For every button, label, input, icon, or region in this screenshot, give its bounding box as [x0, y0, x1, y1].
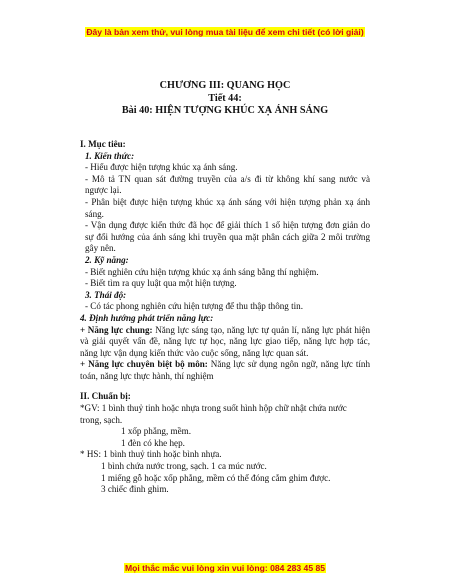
general-competence-text: Năng lực sáng tạo, năng lực tự quản lí, năng lực phát hiện và giải quyết vấn đề, năng lực tự học, năng lực giao tiếp, năng lực hợp tác, năng lực vận dụng kiến thức vào cuộc sống, năng lực quan sát. — [80, 324, 371, 358]
teacher-item: 1 xốp phẳng, mềm. — [121, 426, 191, 437]
knowledge-item: - Phân biệt được hiện tượng khúc xạ ánh sáng với hiện tượng phản xạ ánh sáng. — [85, 196, 370, 219]
specific-competence — [80, 359, 370, 382]
knowledge-item: - Hiểu được hiện tượng khúc xạ ánh sáng. — [85, 162, 238, 173]
attitude-item: - Có tác phong nghiên cứu hiện tượng để thu thập thông tin. — [85, 301, 303, 312]
specific-competence-text: Năng lực sử dụng ngôn ngữ, năng lực tính toán, năng lực thực hành, thí nghiệm — [80, 359, 370, 381]
subheading-skills: 2. Kỹ năng: — [85, 254, 129, 265]
section-heading-objectives: I. Mục tiêu: — [80, 139, 126, 149]
specific-competence-label: + Năng lực chuyên biệt bộ môn: — [80, 359, 208, 370]
preview-notice-banner — [0, 27, 450, 37]
contact-text: Mọi thắc mắc vui lòng xin vui lòng: 084 283 45 85 — [124, 563, 326, 573]
section-heading-preparation: II. Chuẩn bị: — [80, 391, 131, 402]
chapter-title: CHƯƠNG III: QUANG HỌC — [159, 80, 291, 91]
preview-notice-text: Đây là bản xem thử, vui lòng mua tài liệu để xem chi tiết (có lời giải) — [86, 27, 364, 37]
skills-item: - Biết nghiên cứu hiện tượng khúc xạ ánh sáng bằng thí nghiệm. — [85, 266, 319, 277]
student-item: 1 miếng gỗ hoặc xốp phẳng, mềm có thể đóng cắm ghim được. — [101, 472, 331, 483]
student-item: 1 bình chứa nước trong, sạch. 1 ca múc nước. — [101, 461, 267, 472]
knowledge-item: - Mô tả TN quan sát đường truyền của a/s đi từ không khí sang nước và ngược lại. — [85, 173, 370, 196]
document-body — [80, 139, 370, 496]
student-item: 3 chiếc đinh ghim. — [101, 484, 169, 495]
knowledge-item: - Vận dụng được kiến thức đã học để giải thích 1 số hiện tượng đơn giản do sự đổi hướng của ánh sáng khi truyền qua mặt phân cách giữa 2 môi trường gây nên. — [85, 220, 370, 254]
document-title-block — [0, 80, 450, 118]
subheading-attitude: 3. Thái độ: — [85, 289, 127, 300]
skills-item: - Biết tìm ra quy luật qua một hiện tượng. — [85, 278, 237, 289]
subheading-knowledge: 1. Kiến thức: — [85, 150, 135, 161]
lesson-number: Tiết 44: — [208, 92, 242, 104]
general-competence-label: + Năng lực chung: — [80, 324, 153, 335]
subheading-competence: 4. Định hướng phát triển năng lực: — [80, 312, 214, 323]
contact-banner — [0, 563, 450, 573]
lesson-title: Bài 40: HIỆN TƯỢNG KHÚC XẠ ÁNH SÁNG — [121, 105, 329, 116]
general-competence — [80, 325, 370, 360]
student-preparation: * HS: 1 bình thuỷ tinh hoặc bình nhựa. — [80, 449, 222, 460]
teacher-preparation: *GV: 1 bình thuỷ tinh hoặc nhựa trong suốt hình hộp chữ nhật chứa nước trong, sạch. — [80, 403, 347, 425]
teacher-item: 1 đèn có khe hẹp. — [121, 437, 185, 448]
